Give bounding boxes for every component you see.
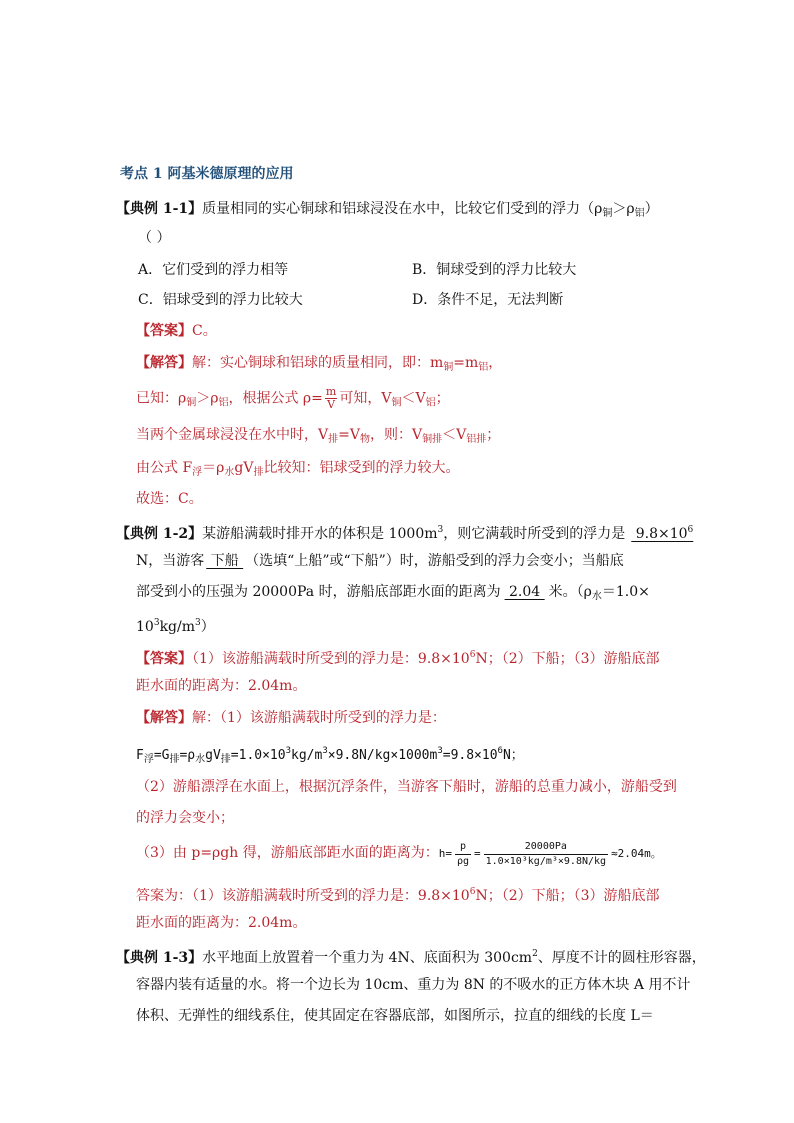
ex2-question-line-1: 【典例 1-2】某游船满载时排开水的体积是 $1000m^3$，则它满载时所受到的浮力是 $9.8\times 10^6$ bbox=[116, 525, 694, 542]
ex1-solution-line-3: 当两个金属球浸没在水中时，$V_排=V_物$，则：$V_{铜排}<V_{铝排}$； bbox=[136, 427, 501, 445]
ex1-question-line: 【典例 1-1】质量相同的实心铜球和铝球浸没在水中，比较它们受到的浮力$(\rho_铜>\rho_铝)$ bbox=[116, 201, 659, 219]
ex2-solution-line-2: （2）游船漂浮在水面上，根据沉浮条件，当游客下船时，游船的总重力减小，游船受到 bbox=[136, 779, 677, 795]
density-fraction: $\frac{m}{V}$ bbox=[325, 385, 337, 411]
depth-formula: h= $\frac{p}{\rho g}$ = $\frac{20000Pa}{\text{1.0×10³kg/m³×9.8N/kg}}$ ≈2.04m。 bbox=[438, 840, 662, 867]
ex2-answer-line-1: 【答案】（1）该游船满载时所受到的浮力是：$9.8\times 10^6N$；（2）下船；（3）游船底部 bbox=[136, 650, 660, 667]
ex1-tag: 【典例 1-1】 bbox=[116, 201, 203, 217]
ex3-tag: 【典例 1-3】 bbox=[116, 950, 203, 966]
section-title: 考点 1 阿基米德原理的应用 bbox=[120, 166, 294, 182]
ex2-tag: 【典例 1-2】 bbox=[116, 526, 203, 542]
ex2-blank-3: 2.04 bbox=[504, 584, 545, 600]
ex1-solution-line-2: 已知：$\rho_铜>\rho_铝$，根据公式 ρ= $\frac{m}{V}$ 可知，$V_铜<V_铝$； bbox=[136, 385, 450, 411]
ex1-solution-line-4: 由公式 $F_浮=\rho_水gV_排$比较知：铝球受到的浮力较大。 bbox=[136, 460, 460, 478]
ex2-solution-line-3: 的浮力会变小； bbox=[136, 810, 234, 826]
ex1-blank: （ ） bbox=[138, 230, 171, 246]
ex1-solution-line-1: 【解答】解：实心铜球和铝球的质量相同，即：$m_铜=m_铝$， bbox=[136, 355, 503, 373]
ex2-blank-1: $9.8\times 10^6$ bbox=[631, 525, 694, 542]
ex2-final-line-1: 答案为：（1）该游船满载时所受到的浮力是：$9.8\times 10^6N$；（2）下船；（3）游船底部 bbox=[136, 887, 660, 904]
ex2-buoyancy-formula: $F_浮=G_排=\rho_水gV_排=1.0\times 10^3kg/m^3\times 9.8N/kg\times 1000m^3=9.8\times 10^6N$； bbox=[136, 746, 524, 765]
ex1-option-c: C．铝球受到的浮力比较大 bbox=[138, 292, 303, 308]
ex1-answer: 【答案】C。 bbox=[136, 323, 217, 339]
ex2-solution-line-1: 【解答】解：（1）该游船满载时所受到的浮力是： bbox=[136, 710, 446, 726]
ex2-blank-2: 下船 bbox=[206, 553, 244, 569]
ex3-question-line-1: 【典例 1-3】水平地面上放置着一个重力为 4N、底面积为 $300cm^2$、厚度不计的圆柱形容器， bbox=[116, 949, 706, 966]
ex2-question-line-3: 部受到小的压强为 20000Pa 时，游船底部距水面的距离为 2.04 米。（$\rho_水=1.0\times$ bbox=[136, 584, 650, 602]
ex2-answer-line-2: 距水面的距离为：2.04m。 bbox=[136, 678, 307, 694]
ex2-question-line-4: $10^3kg/m^3$） bbox=[136, 618, 215, 635]
ex1-option-a: A．它们受到的浮力相等 bbox=[138, 262, 289, 278]
ex2-question-line-2: N，当游客 下船 （选填“上船”或“下船”）时，游船受到的浮力会变小；当船底 bbox=[136, 553, 624, 569]
ex2-final-line-2: 距水面的距离为：2.04m。 bbox=[136, 915, 307, 931]
ex2-solution-line-4: （3）由 p=ρgh 得，游船底部距水面的距离为：h= $\frac{p}{\rho g}$ = $\frac{20000Pa}{\text{1.0×10³kg/m³×9.8N/kg}}$ ≈2.04m。 bbox=[136, 840, 662, 867]
ex1-option-d: D．条件不足，无法判断 bbox=[412, 292, 564, 308]
ex1-solution-line-5: 故选：C。 bbox=[136, 491, 203, 507]
ex3-question-line-2: 容器内装有适量的水。将一个边长为 10cm、重力为 8N 的不吸水的正方体木块 A 用不计 bbox=[136, 977, 691, 993]
ex1-option-b: B．铜球受到的浮力比较大 bbox=[412, 262, 577, 278]
ex3-question-line-3: 体积、无弹性的细线系住，使其固定在容器底部，如图所示，拉直的细线的长度 L＝ bbox=[136, 1008, 654, 1024]
